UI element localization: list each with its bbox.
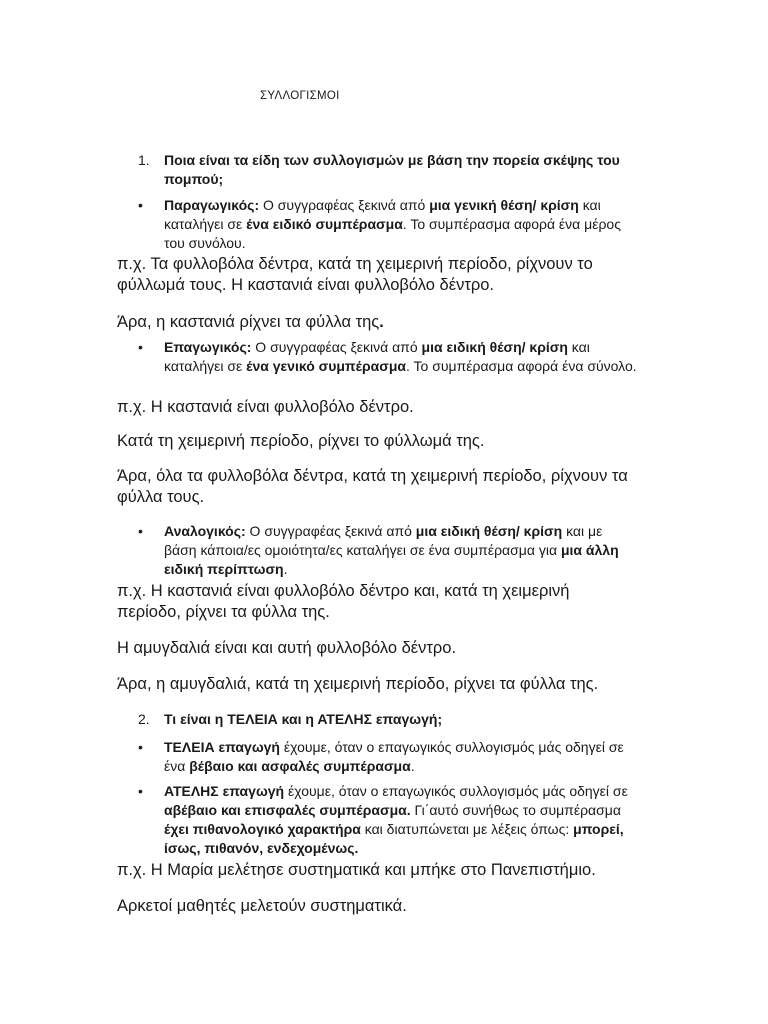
- text-run: .: [283, 561, 288, 577]
- text-run: . Το συμπέρασμα αφορά ένα σύνολο.: [406, 358, 637, 374]
- bullet-inductive: [138, 338, 638, 376]
- emphasis: ένα γενικό συμπέρασμα: [246, 358, 406, 374]
- bullet-icon: •: [138, 197, 143, 213]
- bullet-text: [138, 196, 638, 253]
- emphasis: βέβαιο και ασφαλές συμπέρασμα: [189, 758, 411, 774]
- text-run: και με βάση κάποια/ες ομοιότητα/ες καταλήγει σε ένα συμπέρασμα για: [164, 523, 603, 558]
- question-text: Ποια είναι τα είδη των συλλογισμών με βάση την πορεία σκέψης του πομπού;: [164, 152, 620, 187]
- text-run: Γι΄αυτό συνήθως το συμπέρασμα: [410, 802, 621, 818]
- emphasis: .: [379, 313, 384, 331]
- question-text: Τι είναι η ΤΕΛΕΙΑ και η ΑΤΕΛΗΣ επαγωγή;: [164, 711, 443, 727]
- premise-paragraph: Κατά τη χειμερινή περίοδο, ρίχνει το φύλλωμά της.: [117, 432, 485, 450]
- premise-paragraph: Αρκετοί μαθητές μελετούν συστηματικά.: [117, 897, 407, 915]
- bullet-icon: •: [138, 339, 143, 355]
- example-paragraph: π.χ. Η Μαρία μελέτησε συστηματικά και μπήκε στο Πανεπιστήμιο.: [117, 861, 596, 879]
- emphasis: έχει πιθανολογικό χαρακτήρα: [164, 821, 361, 837]
- term-label: ΑΤΕΛΗΣ επαγωγή: [164, 783, 285, 799]
- emphasis: μια ειδική θέση/ κρίση: [421, 339, 568, 355]
- emphasis: μια ειδική θέση/ κρίση: [415, 523, 563, 539]
- question-2: [138, 710, 628, 729]
- bullet-text: [138, 738, 638, 776]
- emphasis: μια άλλη ειδική περίπτωση: [164, 542, 619, 577]
- emphasis: μπορεί, ίσως, πιθανόν, ενδεχομένως.: [164, 821, 624, 856]
- text-run: και καταλήγει σε: [164, 339, 590, 374]
- example-paragraph: π.χ. Τα φυλλοβόλα δέντρα, κατά τη χειμερινή περίοδο, ρίχνουν το φύλλωμά τους. Η καστανιά είναι φυλλοβόλο δέντρο.: [117, 255, 593, 294]
- bullet-deductive: [138, 196, 638, 253]
- term-label: Αναλογικός:: [164, 523, 246, 539]
- text-run: Ο συγγραφέας ξεκινά από: [251, 339, 422, 355]
- text-run: έχουμε, όταν ο επαγωγικός συλλογισμός μάς οδηγεί σε ένα: [164, 739, 624, 774]
- question-1: [138, 151, 628, 189]
- conclusion-paragraph: [117, 312, 637, 333]
- term-label: Παραγωγικός:: [164, 197, 260, 213]
- emphasis: ένα ειδικό συμπέρασμα: [246, 216, 403, 232]
- text-run: . Το συμπέρασμα αφορά ένα μέρος του συνόλου.: [164, 216, 621, 251]
- question-number: 2.: [138, 711, 150, 727]
- bullet-incomplete-induction: [138, 782, 638, 858]
- bullet-text: [138, 782, 638, 858]
- text-run: και καταλήγει σε: [164, 197, 601, 232]
- bullet-analogical: [138, 522, 638, 579]
- question-number: 1.: [138, 152, 150, 168]
- text-run: Άρα, η καστανιά ρίχνει τα φύλλα της: [117, 313, 380, 331]
- bullet-icon: •: [138, 523, 143, 539]
- conclusion-paragraph: Άρα, όλα τα φυλλοβόλα δέντρα, κατά τη χειμερινή περίοδο, ρίχνουν τα φύλλα τους.: [117, 467, 628, 506]
- example-paragraph: π.χ. Η καστανιά είναι φυλλοβόλο δέντρο και, κατά τη χειμερινή περίοδο, ρίχνει τα φύλλα της.: [117, 582, 570, 621]
- text-run: .: [410, 758, 415, 774]
- emphasis: μια γενική θέση/ κρίση: [429, 197, 579, 213]
- document-title: ΣΥΛΛΟΓΙΣΜΟΙ: [260, 90, 340, 102]
- emphasis: αβέβαιο και επισφαλές συμπέρασμα.: [164, 802, 411, 818]
- text-run: Ο συγγραφέας ξεκινά από: [245, 523, 416, 539]
- text-run: έχουμε, όταν ο επαγωγικός συλλογισμός μάς οδηγεί σε: [284, 783, 628, 799]
- bullet-text: [138, 522, 638, 579]
- bullet-icon: •: [138, 739, 143, 755]
- term-label: Επαγωγικός:: [164, 339, 252, 355]
- conclusion-paragraph: Άρα, η αμυγδαλιά, κατά τη χειμερινή περίοδο, ρίχνει τα φύλλα της.: [117, 675, 599, 693]
- text-run: Ο συγγραφέας ξεκινά από: [259, 197, 430, 213]
- bullet-text: [138, 338, 638, 376]
- term-label: ΤΕΛΕΙΑ επαγωγή: [164, 739, 280, 755]
- example-paragraph: π.χ. Η καστανιά είναι φυλλοβόλο δέντρο.: [117, 398, 414, 416]
- bullet-icon: •: [138, 783, 143, 799]
- text-run: και διατυπώνεται με λέξεις όπως:: [360, 821, 574, 837]
- premise-paragraph: Η αμυγδαλιά είναι και αυτή φυλλοβόλο δέντρο.: [117, 639, 457, 657]
- bullet-complete-induction: [138, 738, 638, 776]
